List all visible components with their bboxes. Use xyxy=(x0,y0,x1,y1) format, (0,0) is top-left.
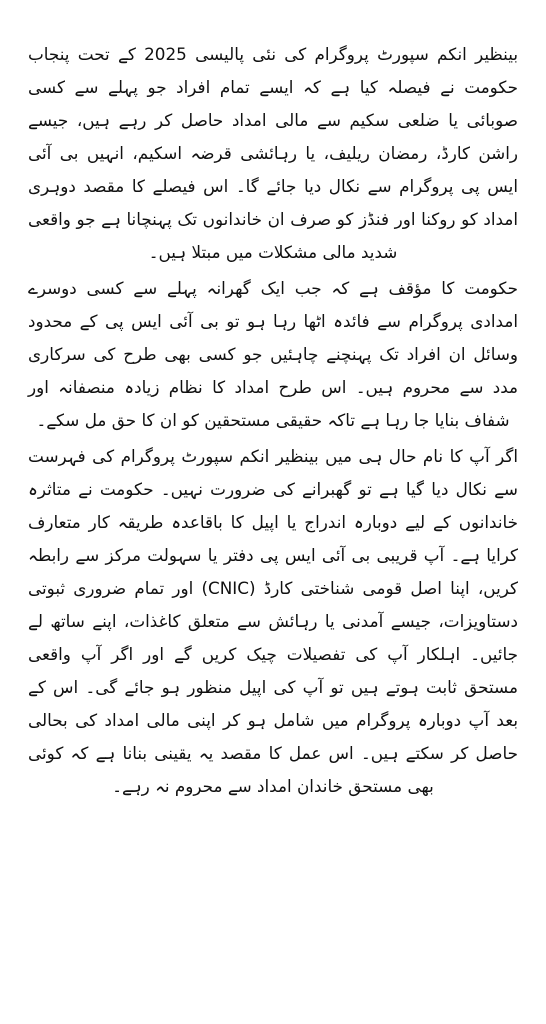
article-paragraph-1: بینظیر انکم سپورٹ پروگرام کی نئی پالیسی 2025 کے تحت پنجاب حکومت نے فیصلہ کیا ہے کہ ایسے تمام افراد جو پہلے سے کسی صوبائی یا ضلعی سکیم سے مالی امداد حاصل کر رہے ہیں، جیسے راشن کارڈ، رمضان ریلیف، یا رہائشی قرضہ اسکیم، انہیں بی آئی ایس پی پروگرام سے نکال دیا جائے گا۔ اس فیصلے کا مقصد دوہری امداد کو روکنا اور فنڈز کو صرف ان خاندانوں تک پہنچانا ہے جو واقعی شدید مالی مشکلات میں مبتلا ہیں۔ xyxy=(28,44,518,262)
article-paragraph-2: حکومت کا مؤقف ہے کہ جب ایک گھرانہ پہلے سے کسی دوسرے امدادی پروگرام سے فائدہ اٹھا رہا ہو تو بی آئی ایس پی کے محدود وسائل ان افراد تک پہنچنے چاہئیں جو کسی بھی طرح کی سرکاری مدد سے محروم ہیں۔ اس طرح امداد کا نظام زیادہ منصفانہ اور شفاف بنایا جا رہا ہے تاکہ حقیقی مستحقین کو ان کا حق مل سکے۔ xyxy=(28,278,518,430)
article-paragraph-3: اگر آپ کا نام حال ہی میں بینظیر انکم سپورٹ پروگرام کی فہرست سے نکال دیا گیا ہے تو گھبرانے کی ضرورت نہیں۔ حکومت نے متاثرہ خاندانوں کے لیے دوبارہ اندراج یا اپیل کا باقاعدہ طریقہ کار متعارف کرایا ہے۔ آپ قریبی بی آئی ایس پی دفتر یا سہولت مرکز سے رابطہ کریں، اپنا اصل قومی شناختی کارڈ (CNIC) اور تمام ضروری ثبوتی دستاویزات، جیسے آمدنی یا رہائش سے متعلق کاغذات، اپنے ساتھ لے جائیں۔ اہلکار آپ کی تفصیلات چیک کریں گے اور اگر آپ واقعی مستحق ثابت ہوتے ہیں تو آپ کی اپیل منظور ہو جائے گی۔ اس کے بعد آپ دوبارہ پروگرام میں شامل ہو کر اپنی مالی امداد کی بحالی حاصل کر سکتے ہیں۔ اس عمل کا مقصد یہ یقینی بنانا ہے کہ کوئی بھی مستحق خاندان امداد سے محروم نہ رہے۔ xyxy=(28,446,518,796)
